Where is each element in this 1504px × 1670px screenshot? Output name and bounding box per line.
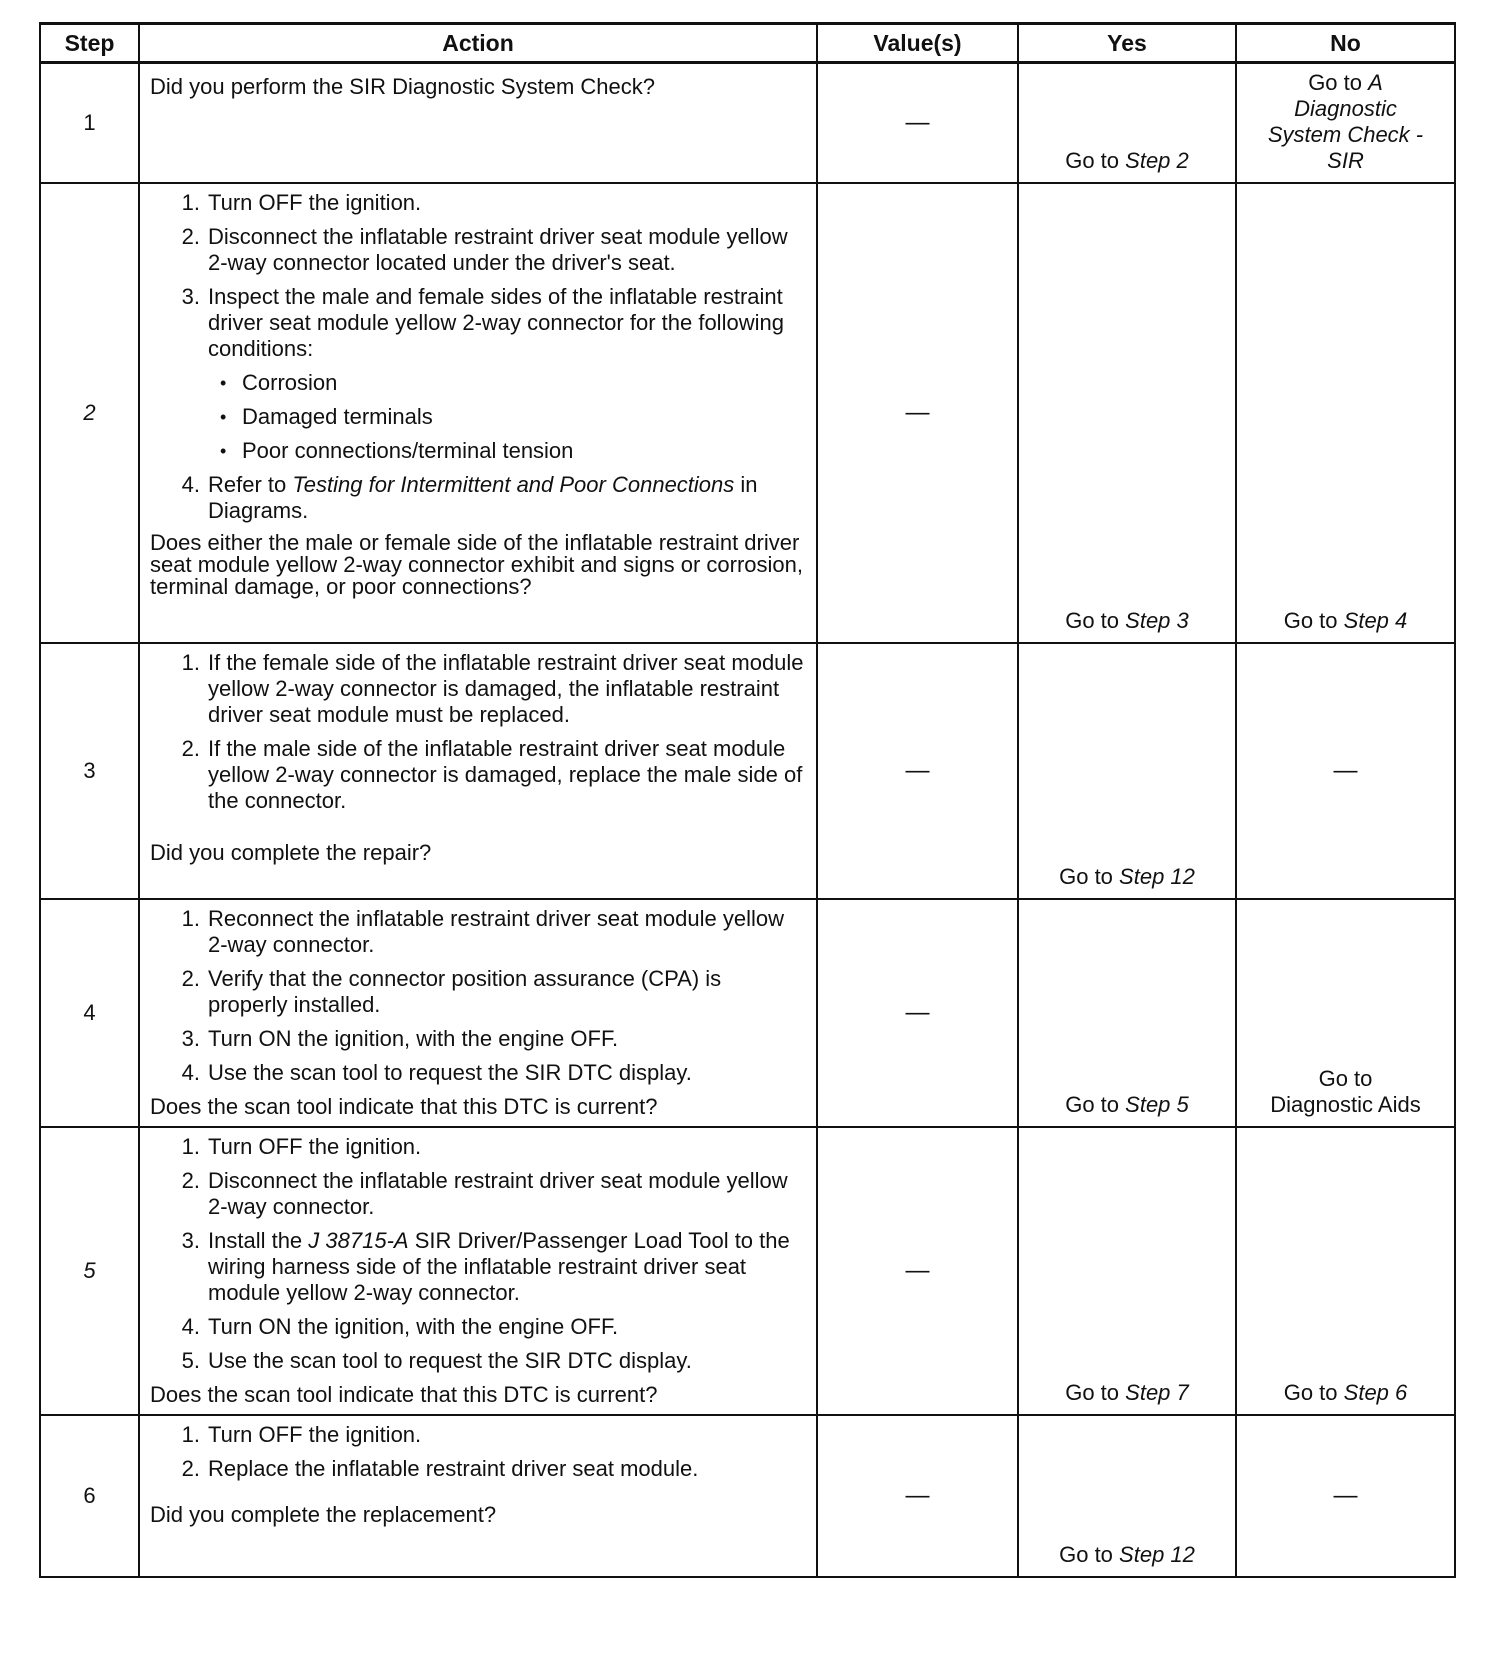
action-question: Did you complete the repair? — [150, 840, 432, 865]
goto-step-link[interactable]: Step 12 — [1119, 1542, 1195, 1567]
action-item: 5 . Use the scan tool to request the SIR DTC display. — [150, 1348, 806, 1374]
yes-cell — [1018, 899, 1236, 1127]
no-cell: — — [1236, 643, 1455, 899]
action-item: 4 . Refer to Testing for Intermittent and Poor Connections in Diagrams. — [150, 472, 806, 524]
header-action: Action — [139, 24, 817, 63]
yes-cell — [1018, 183, 1236, 643]
no-cell — [1236, 183, 1455, 643]
goto-prefix: Go to — [1308, 70, 1362, 95]
no-cell — [1236, 63, 1455, 184]
goto-prefix: Go to — [1059, 864, 1113, 889]
action-steps — [150, 190, 806, 524]
goto-prefix: Go to — [1318, 1066, 1373, 1091]
header-step: Step — [40, 24, 139, 63]
header-yes: Yes — [1018, 24, 1236, 63]
action-item: 2 . Verify that the connector position assurance (CPA) is properly installed. — [150, 966, 806, 1018]
action-item: 1 . Reconnect the inflatable restraint driver seat module yellow 2-way connector. — [150, 906, 806, 958]
yes-cell — [1018, 1415, 1236, 1577]
condition-item: • Poor connections/terminal tension — [220, 438, 574, 463]
step-number: 2 — [40, 183, 139, 643]
step-number: 1 — [40, 63, 139, 184]
action-cell — [139, 183, 817, 643]
action-item: 1 . Turn OFF the ignition. — [150, 1422, 806, 1448]
goto-step-link[interactable]: Step 2 — [1125, 148, 1189, 173]
yes-cell — [1018, 63, 1236, 184]
header-values: Value(s) — [817, 24, 1018, 63]
goto-step-link[interactable]: Step 12 — [1119, 864, 1195, 889]
action-item: 3 . Turn ON the ignition, with the engine OFF. — [150, 1026, 806, 1052]
action-question: Does the scan tool indicate that this DTC is current? — [150, 1094, 658, 1119]
goto-step-link[interactable]: Step 5 — [1125, 1092, 1189, 1117]
action-cell — [139, 1415, 817, 1577]
goto-step-link[interactable]: Step 7 — [1125, 1380, 1189, 1405]
action-item: 1 . Turn OFF the ignition. — [150, 190, 806, 216]
condition-list — [208, 370, 806, 464]
value-cell: — — [817, 183, 1018, 643]
action-item: 3 . Install the J 38715-A SIR Driver/Passenger Load Tool to the wiring harness side of the inflatable restraint driver seat module yellow 2-way connector. — [150, 1228, 806, 1306]
action-item: 2 . If the male side of the inflatable restraint driver seat module yellow 2-way connector is damaged, replace the male side of the connector. — [150, 736, 806, 814]
value-cell: — — [817, 1415, 1018, 1577]
action-question: Does the scan tool indicate that this DTC is current? — [150, 1382, 658, 1407]
header-no: No — [1236, 24, 1455, 63]
diagnostic-table — [39, 22, 1456, 1578]
header-row — [40, 24, 1455, 63]
no-cell — [1236, 1127, 1455, 1415]
action-question: Does either the male or female side of the inflatable restraint driver seat module yellow 2-way connector exhibit and signs or corrosion, terminal damage, or poor connections? — [150, 530, 803, 599]
goto-step-link[interactable]: Step 6 — [1343, 1380, 1408, 1405]
goto-prefix: Go to — [1065, 148, 1120, 173]
goto-prefix: Go to — [1283, 1380, 1338, 1405]
action-steps — [150, 1134, 806, 1374]
goto-diagnostic-aids-link[interactable]: Diagnostic Aids — [1270, 1092, 1421, 1117]
action-cell — [139, 899, 817, 1127]
table-row — [40, 63, 1455, 184]
goto-prefix: Go to — [1065, 608, 1120, 633]
action-steps — [150, 650, 806, 814]
action-item: 2 . Replace the inflatable restraint driver seat module. — [150, 1456, 806, 1482]
step-number: 5 — [40, 1127, 139, 1415]
value-cell: — — [817, 63, 1018, 184]
yes-cell — [1018, 643, 1236, 899]
action-question: Did you perform the SIR Diagnostic System Check? — [150, 74, 655, 99]
no-cell — [1236, 899, 1455, 1127]
goto-prefix: Go to — [1283, 608, 1338, 633]
action-item: 1 . Turn OFF the ignition. — [150, 1134, 806, 1160]
step-number: 4 — [40, 899, 139, 1127]
table-row — [40, 899, 1455, 1127]
step-number: 3 — [40, 643, 139, 899]
tool-reference: J 38715-A — [308, 1228, 409, 1253]
no-cell: — — [1236, 1415, 1455, 1577]
action-question: Did you complete the replacement? — [150, 1502, 497, 1527]
action-cell — [139, 643, 817, 899]
action-item: 3 . Inspect the male and female sides of the inflatable restraint driver seat module yellow 2-way connector for the following conditions: • Corrosion • Damaged terminals • Poor connections/terminal tension — [150, 284, 806, 464]
action-item: 1 . If the female side of the inflatable restraint driver seat module yellow 2-way connector is damaged, the inflatable restraint driver seat module must be replaced. — [150, 650, 806, 728]
goto-prefix: Go to — [1065, 1380, 1120, 1405]
action-steps — [150, 1422, 806, 1482]
value-cell: — — [817, 1127, 1018, 1415]
table-row — [40, 1415, 1455, 1577]
action-item: 2 . Disconnect the inflatable restraint driver seat module yellow 2-way connector located under the driver's seat. — [150, 224, 806, 276]
action-cell — [139, 63, 817, 184]
goto-prefix: Go to — [1059, 1542, 1113, 1567]
goto-system-check-link[interactable]: A Diagnostic System Check - SIR — [1267, 70, 1424, 173]
condition-item: • Corrosion — [220, 370, 338, 395]
condition-item: • Damaged terminals — [220, 404, 433, 429]
table-row — [40, 183, 1455, 643]
action-item: 4 . Use the scan tool to request the SIR DTC display. — [150, 1060, 806, 1086]
action-steps — [150, 906, 806, 1086]
step-number: 6 — [40, 1415, 139, 1577]
value-cell: — — [817, 643, 1018, 899]
action-item: 4 . Turn ON the ignition, with the engine OFF. — [150, 1314, 806, 1340]
value-cell: — — [817, 899, 1018, 1127]
goto-prefix: Go to — [1065, 1092, 1120, 1117]
yes-cell — [1018, 1127, 1236, 1415]
goto-step-link[interactable]: Step 3 — [1125, 608, 1189, 633]
action-cell — [139, 1127, 817, 1415]
action-item: 2 . Disconnect the inflatable restraint driver seat module yellow 2-way connector. — [150, 1168, 806, 1220]
goto-step-link[interactable]: Step 4 — [1343, 608, 1408, 633]
reference-link[interactable]: Testing for Intermittent and Poor Connections — [292, 472, 735, 497]
table-row — [40, 1127, 1455, 1415]
table-row — [40, 643, 1455, 899]
